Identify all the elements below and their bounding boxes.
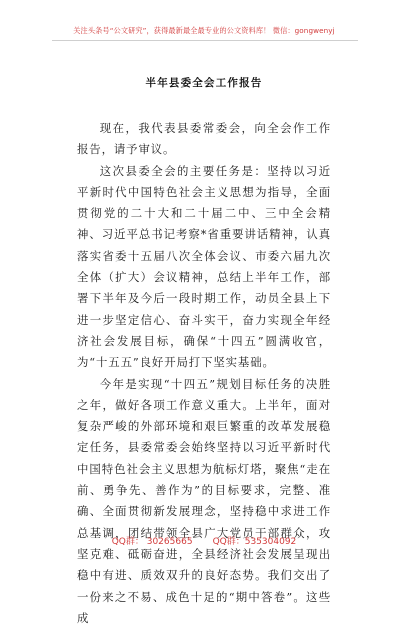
- document-title: 半年县委全会工作报告: [145, 77, 263, 89]
- header-divider: [52, 40, 358, 41]
- footer-contact: QQ群： 30265665 QQ群：535304092: [111, 537, 297, 547]
- paragraph-1: 现在，我代表县委常委会，向全会作工作报告，请予审议。: [77, 121, 331, 157]
- header-promo-banner: 关注头条号“公文研究”，获得最新最全最专业的公文资料库！ 微信：gongwenyj: [73, 26, 335, 35]
- paragraph-3: 今年是实现“十四五”规划目标任务的决胜之年，做好各项工作意义重大。上半年，面对复杂严峻的外部环境和艰巨繁重的改革发展稳定任务，县委常委会始终坚持以习近平新时代中国特色社会主义思想为航标灯塔，聚焦“走在前、勇争先、善作为”的目标要求，完整、准确、全面贯彻新发展理念，坚持稳中求进工作总基调，团结带领全县广大党员干部群众，攻坚克难、砥砺奋进，全县经济社会发展呈现出稳中有进、质效双升的良好态势。我们交出了一份来之不易、成色十足的“期中答卷”。这些成: [77, 376, 331, 625]
- document-body: [77, 118, 331, 629]
- paragraph-2: 这次县委全会的主要任务是：坚持以习近平新时代中国特色社会主义思想为指导，全面贯彻党的二十大和二十届二中、三中全会精神、习近平总书记考察*省重要讲话精神，认真落实省委十五届八次全体会议、市委六届九次全体（扩大）会议精神，总结上半年工作，部署下半年及今后一段时期工作，动员全县上下进一步坚定信心、奋斗实干，奋力实现全年经济社会发展目标，确保“十四五”圆满收官，为“十五五”良好开局打下坚实基础。: [77, 163, 331, 370]
